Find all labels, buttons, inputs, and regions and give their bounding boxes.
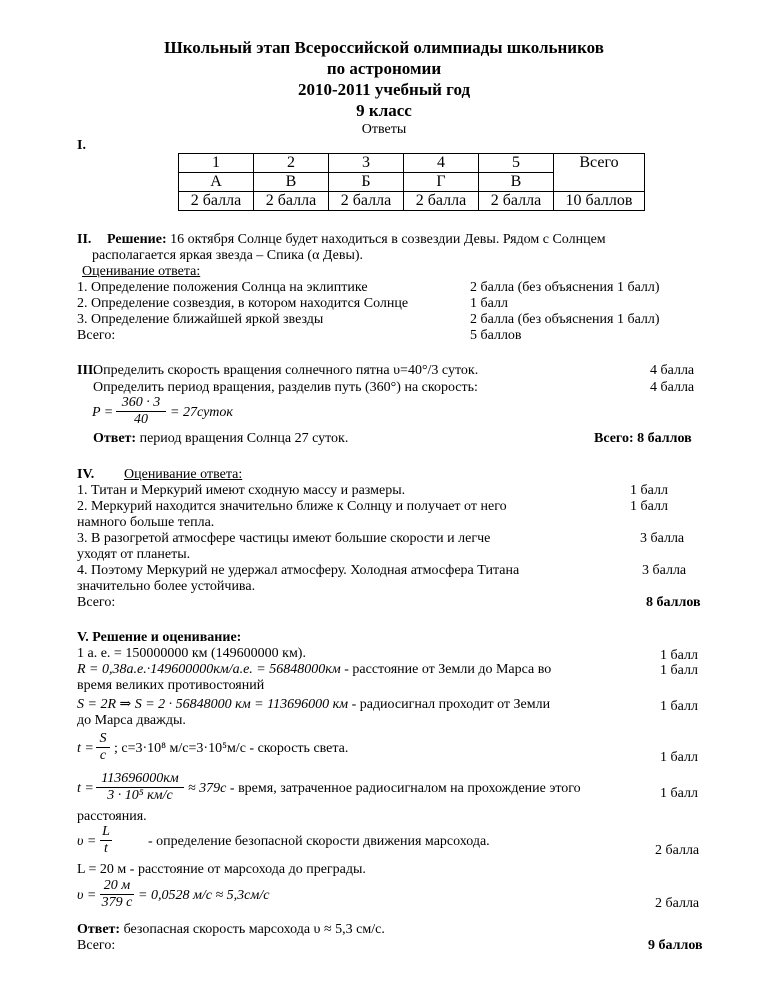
section-4-grading-label: Оценивание ответа: — [124, 467, 243, 482]
t2-text: - время, затраченное радиосигналом на прохождение этого — [226, 781, 581, 796]
period-formula-rhs: = 27суток — [170, 405, 233, 420]
section-4-item-1: 1. Титан и Меркурий имеют сходную массу и размеры. — [77, 483, 406, 498]
section-3-label: III. — [77, 363, 97, 378]
section-2-score-3: 2 балла (без объяснения 1 балл) — [470, 312, 660, 327]
t2-score: 1 балл — [660, 786, 698, 801]
section-4-item-3-cont: уходят от планеты. — [77, 547, 191, 562]
table-cell: Г — [404, 173, 479, 192]
fraction-denominator: c — [99, 748, 107, 763]
section-3-answer — [93, 431, 348, 447]
v-text: - определение безопасной скорости движения марсохода. — [148, 834, 490, 849]
section-4-score-3: 3 балла — [640, 531, 685, 546]
r-line-cont: время великих противостояний — [77, 678, 265, 693]
r-line — [77, 662, 551, 678]
section-3-score-1: 4 балла — [650, 363, 695, 378]
answer-label: Ответ: — [77, 922, 121, 937]
section-4-label: IV. — [77, 467, 95, 482]
section-4-item-4: 4. Поэтому Меркурий не удержал атмосферу. Холодная атмосфера Титана — [77, 563, 520, 578]
fraction-denominator: t — [104, 841, 108, 856]
t-text: ; c=3·10⁸ м/с=3·10⁵м/с - скорость света. — [114, 741, 349, 756]
s-formula: S = 2R ⇒ S = 2 · 56848000 км = 113696000 км — [77, 697, 349, 712]
t2-formula-rhs: ≈ 379с — [188, 781, 227, 796]
solution-label: Решение: — [107, 232, 167, 247]
answer-label: Ответ: — [93, 431, 137, 446]
s-text: - радиосигнал проходит от Земли — [348, 697, 551, 712]
section-4-score-1: 1 балл — [630, 483, 668, 498]
section-3-total: Всего: 8 баллов — [594, 431, 692, 446]
fraction-denominator: 379 с — [101, 895, 133, 910]
title-line-1: Школьный этап Всероссийской олимпиады школьников — [164, 38, 604, 57]
section-4-total-score: 8 баллов — [646, 595, 701, 610]
v2-score: 2 балла — [655, 896, 700, 911]
section-1-label: I. — [77, 138, 86, 153]
s-score: 1 балл — [660, 699, 698, 714]
section-4-score-4: 3 балла — [642, 563, 687, 578]
v2-fraction — [100, 879, 134, 910]
table-cell: В — [254, 173, 329, 192]
table-cell: 4 — [404, 154, 479, 173]
fraction-numerator: S — [99, 731, 107, 746]
period-formula-lhs: P = — [92, 405, 114, 420]
solution-text: 16 октября Солнце будет находиться в созвездии Девы. Рядом с Солнцем — [166, 232, 606, 247]
t-formula-lhs: t = — [77, 741, 94, 756]
section-3-line-2: Определить период вращения, разделив путь (360°) на скорость: — [93, 380, 478, 395]
fraction-numerator: 113696000км — [101, 771, 179, 786]
section-5-answer — [77, 922, 385, 938]
t2-line — [188, 781, 581, 797]
v-score: 2 балла — [655, 843, 700, 858]
section-5-total-score: 9 баллов — [648, 938, 703, 953]
table-cell: 2 балла — [179, 192, 254, 211]
t-fraction — [96, 732, 110, 763]
table-cell: 2 балла — [329, 192, 404, 211]
fraction-denominator: 40 — [134, 412, 148, 427]
t2-formula-lhs: t = — [77, 781, 94, 796]
answer-text: период вращения Солнца 27 суток. — [136, 431, 349, 446]
section-3-score-2: 4 балла — [650, 380, 695, 395]
section-4-item-3: 3. В разогретой атмосфере частицы имеют большие скорости и легче — [77, 531, 491, 546]
s-line-cont: до Марса дважды. — [77, 713, 186, 728]
section-2-score-1: 2 балла (без объяснения 1 балл) — [470, 280, 660, 295]
title-line-3: 2010-2011 учебный год — [297, 80, 471, 99]
t-score: 1 балл — [660, 750, 698, 765]
table-cell: 5 — [479, 154, 554, 173]
s-line — [77, 697, 550, 713]
section-4-item-2: 2. Меркурий находится значительно ближе к Солнцу и получает от него — [77, 499, 507, 514]
fraction-numerator: 20 м — [103, 878, 131, 893]
answers-table — [178, 153, 645, 211]
fraction-numerator: L — [102, 824, 110, 839]
section-5-heading: V. Решение и оценивание: — [77, 630, 242, 645]
table-cell: Всего — [554, 154, 645, 192]
v2-formula-rhs: = 0,0528 м/с ≈ 5,3см/с — [138, 888, 270, 903]
subtitle: Ответы — [361, 122, 407, 137]
table-cell: А — [179, 173, 254, 192]
au-score: 1 балл — [660, 648, 698, 663]
section-4-item-4-cont: значительно более устойчива. — [77, 579, 256, 594]
table-cell: 2 — [254, 154, 329, 173]
table-cell: В — [479, 173, 554, 192]
r-text: - расстояние от Земли до Марса во — [340, 662, 552, 677]
t2-fraction — [96, 772, 184, 803]
section-4-score-2: 1 балл — [630, 499, 668, 514]
answer-text: безопасная скорость марсохода υ ≈ 5,3 см/с. — [120, 922, 385, 937]
section-4-total: Всего: — [77, 595, 116, 610]
section-2-item-3: 3. Определение ближайшей яркой звезды — [77, 312, 324, 327]
section-2-score-2: 1 балл — [470, 296, 508, 311]
section-2-solution-cont: располагается яркая звезда – Спика (α Девы). — [92, 248, 364, 263]
table-cell: 2 балла — [404, 192, 479, 211]
title-line-2: по астрономии — [326, 59, 442, 78]
table-cell: 1 — [179, 154, 254, 173]
fraction-denominator: 3 · 10⁵ км/с — [107, 788, 173, 803]
l-line: L = 20 м - расстояние от марсохода до преграды. — [77, 862, 366, 877]
table-cell: 10 баллов — [554, 192, 645, 211]
v-fraction — [100, 825, 112, 856]
table-cell: 3 — [329, 154, 404, 173]
r-formula: R = 0,38а.е.·149600000км/а.е. = 56848000км — [77, 662, 341, 677]
section-4-item-2-cont: намного больше тепла. — [77, 515, 215, 530]
section-2-total: Всего: — [77, 328, 116, 343]
table-cell: 2 балла — [479, 192, 554, 211]
section-5-total: Всего: — [77, 938, 116, 953]
table-row — [179, 154, 645, 173]
t2-line-cont: расстояния. — [77, 809, 147, 824]
section-2-grading-label: Оценивание ответа: — [82, 264, 201, 279]
section-3-line-1: Определить скорость вращения солнечного пятна υ=40°/3 суток. — [93, 363, 479, 378]
section-2-total-score: 5 баллов — [470, 328, 522, 343]
v2-formula-lhs: υ = — [77, 888, 97, 903]
v-formula-lhs: υ = — [77, 834, 97, 849]
title-line-4: 9 класс — [356, 101, 412, 120]
au-line: 1 а. е. = 150000000 км (149600000 км). — [77, 646, 306, 661]
section-2-item-2: 2. Определение созвездия, в котором находится Солнце — [77, 296, 409, 311]
section-2-label: II. — [77, 232, 92, 247]
r-score: 1 балл — [660, 663, 698, 678]
table-cell: 2 балла — [254, 192, 329, 211]
table-row — [179, 192, 645, 211]
section-2-item-1: 1. Определение положения Солнца на эклиптике — [77, 280, 368, 295]
table-cell: Б — [329, 173, 404, 192]
fraction-numerator: 360 · 3 — [121, 395, 161, 410]
period-fraction — [116, 396, 166, 427]
section-2-solution — [107, 232, 606, 248]
